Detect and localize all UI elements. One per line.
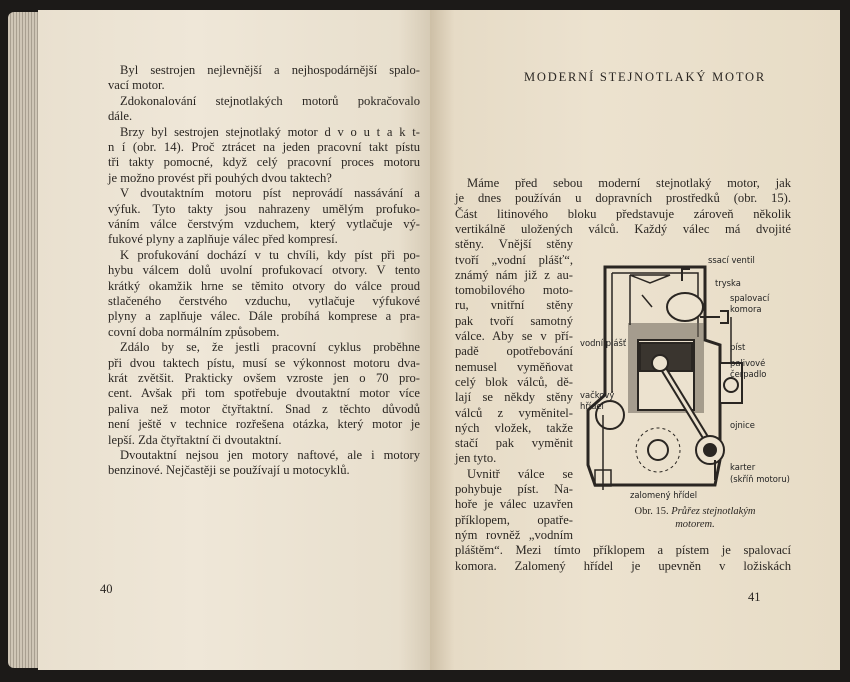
text-line: padě opotřebování — [455, 344, 573, 359]
text-line: Dvoutaktní nejsou jen motory naftové, ale i motory — [120, 448, 420, 462]
text-line: váním válce čerstvým vzduchem, který vytlačuje vý- — [108, 217, 420, 231]
figure-caption-line-2 — [600, 519, 790, 530]
text-line: benzinové. Nejčastěji se používají u motocyklů. — [108, 463, 350, 478]
text-line: lepší. Zda čtyřtaktní či dvoutaktní. — [108, 432, 282, 447]
text-line: stěny. Vnější stěny — [455, 237, 573, 252]
label-fuel-pump-2: čerpadlo — [730, 369, 767, 379]
text-line: není ještě v technice rozřešena otázka, který motor je — [108, 417, 420, 432]
text-line: válce. Aby se v pří- — [455, 329, 573, 343]
figure-caption — [600, 506, 790, 517]
text-line: nemusel vyměňovat — [455, 359, 573, 374]
text-line: Máme před sebou moderní stejnotlaký motor, jak — [467, 176, 791, 190]
text-line: fukové plyny a zaplňuje válec před kompresí. — [108, 232, 338, 247]
text-line: stlačeného čerstvého vzduchu, vytlačuje výfukové — [108, 294, 420, 308]
label-water-jacket: vodní plášť — [580, 338, 627, 348]
text-line: vertikálně uložených válců. Každý válec má dvojité — [455, 221, 791, 236]
text-line: tři takty pomocné, když celý pracovní proces motoru — [108, 155, 420, 170]
text-line: ným rovněž „vodním — [455, 527, 573, 542]
text-line: komora. Zalomený hřídel je upevněn v ložiskách — [455, 558, 791, 573]
label-combustion-chamber: spalovací — [730, 293, 770, 303]
label-fuel-pump: palivové — [730, 358, 766, 368]
text-line: ru, vnitřní stěny — [455, 298, 573, 313]
text-line: je možno provést při pouhých dvou taktech? — [108, 170, 332, 185]
text-line: hoře je válec uzavřen — [455, 497, 573, 512]
text-line: pohybuje píst. Na- — [455, 482, 573, 496]
text-line: Brzy byl sestrojen stejnotlaký motor d v o u t a k t- — [120, 124, 420, 139]
text-line: paliva než motor čtyřtaktní. Snad z těchto důvodů — [108, 401, 420, 416]
text-line: výfuk. Tyto takty jsou nahrazeny umělým profuko- — [108, 201, 420, 216]
text-line: příklopem, opatře- — [455, 512, 573, 527]
figure-number: Obr. 15. — [634, 506, 669, 517]
figure-title-2: motorem. — [675, 519, 715, 530]
left-page — [38, 10, 430, 670]
text-line: jen tyto. — [455, 451, 497, 466]
text-line: hybu válcem dolů uvolní profukovací otvory. V tento — [108, 263, 420, 278]
text-line: pak tvoří samotný — [455, 313, 573, 328]
text-line: známý nám již z au- — [455, 267, 573, 282]
text-line: celý blok válců, dě- — [455, 374, 573, 389]
text-line: plyny a zaplňuje válec. Dále probíhá komprese a pra- — [108, 309, 420, 324]
text-line: Část litinového bloku představuje zároveň několik — [455, 206, 791, 221]
label-piston: píst — [730, 342, 746, 352]
text-line: covní doba normálním způsobem. — [108, 324, 280, 339]
text-line: tvoří „vodní plášť“, — [455, 252, 573, 267]
label-camshaft-2: hřídel — [580, 401, 604, 411]
text-line: ných vložek, takže — [455, 420, 573, 435]
label-crankcase-2: (skříň motoru) — [730, 474, 790, 484]
text-line: cent. Avšak při tom spotřebuje dvoutaktní motor více — [108, 386, 420, 401]
page-number-left: 40 — [100, 582, 113, 596]
text-line: K profukování dochází v tu chvíli, kdy píst při po- — [120, 247, 420, 262]
text-line: krátký okamžik hrne se těmito otvory do válce proud — [108, 278, 420, 293]
text-line: je dnes používán u dopravních prostředků (obr. 15). — [455, 191, 791, 206]
text-line: n í (obr. 14). Proč ztrácet na jeden pracovní takt pístu — [108, 140, 420, 154]
text-line: vací motor. — [108, 78, 165, 93]
figure-title: Průřez stejnotlakým — [671, 506, 756, 517]
label-connecting-rod: ojnice — [730, 420, 755, 430]
text-line: stačí pak vyměnit — [455, 436, 573, 451]
label-crankcase: karter — [730, 462, 756, 472]
running-header: MODERNÍ STEJNOTLAKÝ MOTOR — [524, 70, 766, 84]
text-line: pláštěm“. Mezi tímto příklopem a pístem je spalovací — [455, 543, 791, 558]
text-line: válců z vyměnitel- — [455, 405, 573, 420]
text-line: při dvou taktech pístu, musí se výkonnost motoru dva- — [108, 355, 420, 370]
text-line: Uvnitř válce se — [467, 466, 573, 481]
text-line: V dvoutaktním motoru píst neprovádí nassávání a — [120, 186, 420, 201]
label-intake-valve: ssací ventil — [708, 255, 755, 265]
text-line: dále. — [108, 109, 133, 124]
label-camshaft: vačkový — [580, 390, 615, 400]
text-line: tomobilového moto- — [455, 283, 573, 298]
right-page — [430, 10, 840, 670]
text-line: Zdokonalování stejnotlakých motorů pokračovalo — [120, 93, 420, 108]
text-line: krát zvětšit. Prakticky ovšem vzroste jen o 70 pro- — [108, 371, 420, 385]
text-line: Byl sestrojen nejlevnější a nejhospodárnější spalo- — [120, 63, 420, 77]
text-line: lají se někdy stěny — [455, 390, 573, 405]
page-number-right: 41 — [748, 590, 761, 604]
label-nozzle: tryska — [715, 278, 741, 288]
label-crankshaft: zalomený hřídel — [630, 490, 698, 500]
text-line: Zdálo by se, že jestli pracovní cyklus proběhne — [120, 340, 420, 355]
label-combustion-chamber-2: komora — [730, 304, 762, 314]
